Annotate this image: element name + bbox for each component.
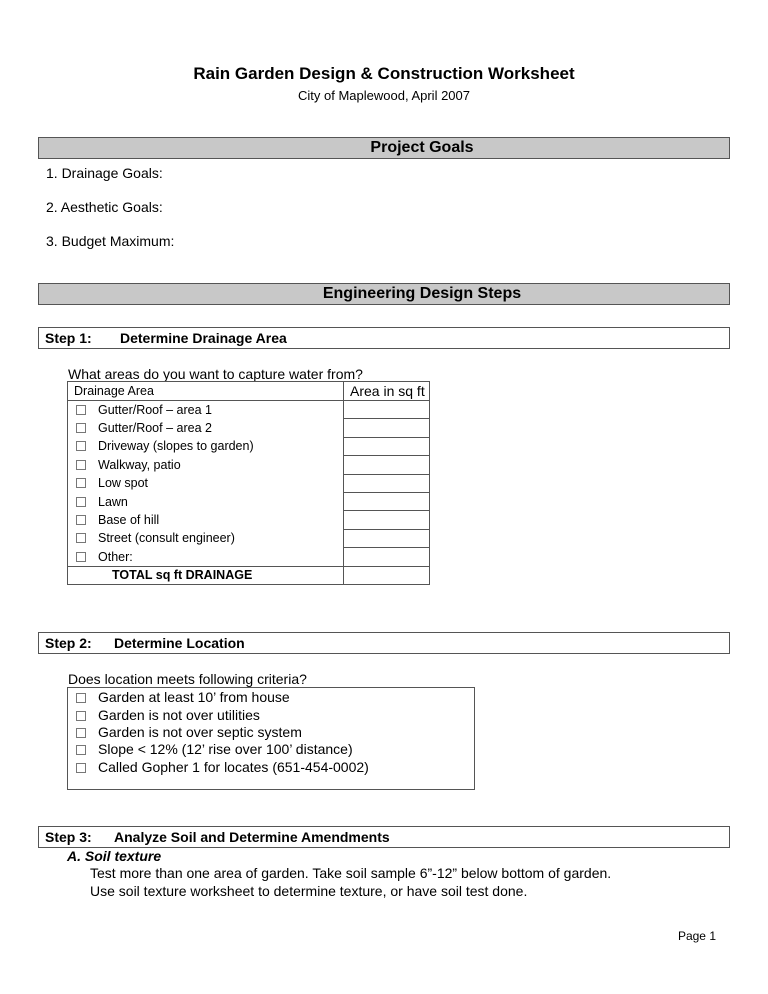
page-number: Page 1 (677, 929, 716, 943)
row-label: Street (consult engineer) (98, 531, 235, 546)
criteria-label: Garden is not over septic system (98, 724, 302, 740)
step2-number: Step 2: (45, 635, 92, 651)
checkbox[interactable] (76, 478, 86, 488)
table-header-row (68, 382, 430, 401)
step3-number: Step 3: (45, 829, 92, 845)
table-row (68, 401, 430, 419)
criteria-label: Called Gopher 1 for locates (651-454-0002) (98, 759, 369, 775)
checkbox[interactable] (76, 693, 86, 703)
project-goals-header (38, 137, 730, 159)
checkbox[interactable] (76, 711, 86, 721)
checkbox[interactable] (76, 763, 86, 773)
checkbox[interactable] (76, 441, 86, 451)
row-label: Base of hill (98, 513, 160, 528)
worksheet-title: Rain Garden Design & Construction Worksheet (193, 64, 575, 83)
row-label: Gutter/Roof – area 2 (98, 421, 212, 436)
checkbox[interactable] (76, 460, 86, 470)
step2-header (38, 632, 730, 654)
list-item (74, 724, 302, 741)
area-input-cell[interactable] (344, 474, 430, 492)
area-input-cell[interactable] (344, 419, 430, 437)
aesthetic-goals-label: 2. Aesthetic Goals: (46, 199, 163, 215)
step3-title: Analyze Soil and Determine Amendments (114, 829, 390, 845)
checkbox[interactable] (76, 497, 86, 507)
table-row (68, 511, 430, 529)
criteria-label: Garden is not over utilities (98, 707, 260, 723)
total-row (68, 566, 430, 584)
row-label: Lawn (98, 494, 128, 509)
area-input-cell[interactable] (344, 401, 430, 419)
list-item (74, 741, 353, 758)
step2-title: Determine Location (114, 635, 245, 651)
total-input-cell[interactable] (344, 566, 430, 584)
list-item (74, 707, 260, 724)
engineering-steps-header (38, 283, 730, 305)
table-row (68, 529, 430, 547)
total-label: TOTAL sq ft DRAINAGE (68, 566, 344, 584)
row-label: Walkway, patio (98, 457, 181, 472)
project-goals-heading: Project Goals (370, 139, 474, 156)
criteria-label: Garden at least 10’ from house (98, 689, 290, 705)
checkbox[interactable] (76, 552, 86, 562)
table-row (68, 419, 430, 437)
area-input-cell[interactable] (344, 529, 430, 547)
area-input-cell[interactable] (344, 548, 430, 566)
checkbox[interactable] (76, 745, 86, 755)
row-label: Gutter/Roof – area 1 (98, 402, 212, 417)
drainage-goals-label: 1. Drainage Goals: (46, 165, 163, 181)
checkbox[interactable] (76, 515, 86, 525)
list-item (74, 759, 369, 776)
step2-question: Does location meets following criteria? (68, 671, 307, 687)
soil-instruction-line1: Test more than one area of garden. Take soil sample 6”-12” below bottom of garden. (90, 865, 612, 881)
row-label: Low spot (98, 476, 149, 491)
table-row (68, 437, 430, 455)
area-sqft-column-header: Area in sq ft (344, 382, 430, 401)
checkbox[interactable] (76, 728, 86, 738)
step1-title: Determine Drainage Area (120, 330, 287, 346)
checkbox[interactable] (76, 533, 86, 543)
area-input-cell[interactable] (344, 492, 430, 510)
list-item (74, 689, 290, 706)
worksheet-subtitle: City of Maplewood, April 2007 (298, 88, 470, 103)
area-input-cell[interactable] (344, 437, 430, 455)
table-row (68, 456, 430, 474)
engineering-steps-heading: Engineering Design Steps (322, 285, 522, 302)
budget-maximum-label: 3. Budget Maximum: (46, 233, 175, 249)
drainage-area-table (67, 381, 430, 585)
area-input-cell[interactable] (344, 456, 430, 474)
checkbox[interactable] (76, 405, 86, 415)
table-row (68, 474, 430, 492)
criteria-label: Slope < 12% (12’ rise over 100’ distance) (98, 741, 353, 757)
location-criteria-box (67, 687, 475, 790)
soil-texture-heading: A. Soil texture (67, 848, 162, 864)
drainage-area-column-header: Drainage Area (68, 382, 344, 401)
table-row (68, 548, 430, 566)
step3-header (38, 826, 730, 848)
checkbox[interactable] (76, 423, 86, 433)
step1-number: Step 1: (45, 330, 92, 346)
row-label: Other: (98, 549, 133, 564)
table-row (68, 492, 430, 510)
soil-instruction-line2: Use soil texture worksheet to determine texture, or have soil test done. (90, 883, 528, 899)
step1-question: What areas do you want to capture water from? (68, 366, 363, 382)
area-input-cell[interactable] (344, 511, 430, 529)
step1-header (38, 327, 730, 349)
row-label: Driveway (slopes to garden) (98, 439, 254, 454)
